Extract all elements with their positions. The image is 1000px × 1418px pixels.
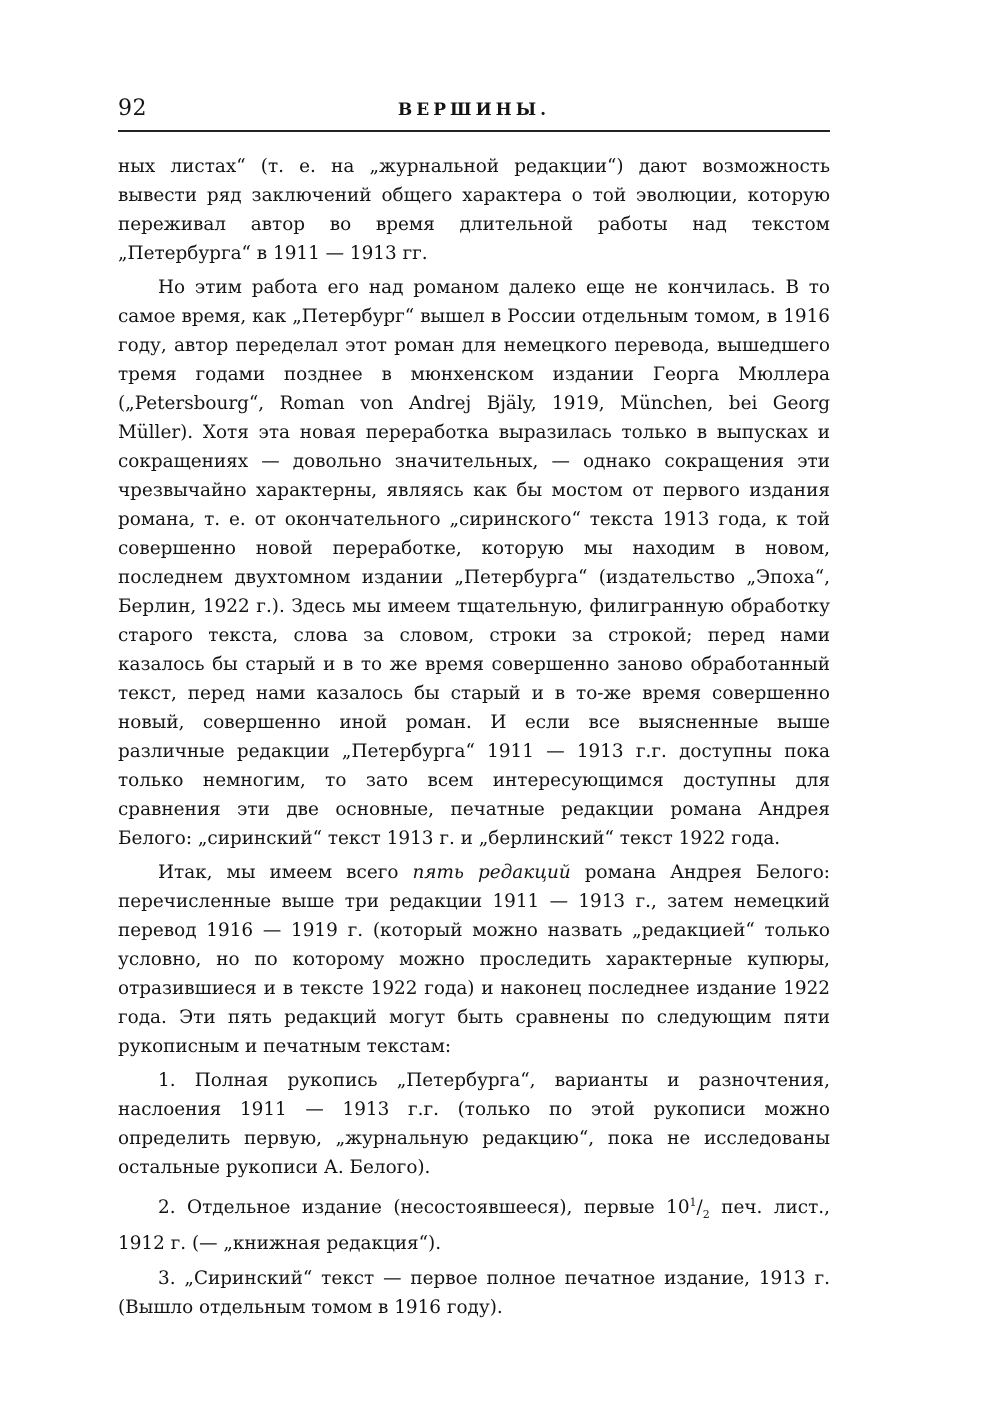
running-title: ВЕРШИНЫ. [397, 100, 551, 120]
list-item-text: 2. Отдельное издание (несостоявшееся), первые 10 [158, 1197, 690, 1219]
fraction-numerator: 1 [689, 1196, 697, 1209]
paragraph-text: Но этим работа его над романом далеко еще не кончилась. В то самое время, как „Петербург“ вышел в России отдельным томом, в 1916 году, автор переделал этот роман для немецкого перевода, вышедшего тремя годами позднее в мюнхенском издании Георга Мюллера („Petersbourg“, Roman von Andrej Bjäly, 1919, München, bei Georg Müller). Хотя эта новая переработка выразилась только в выпусках и сокращениях — довольно значительных, — однако сокращения эти чрезвычайно характерны, являясь как бы мостом от первого издания романа, т. е. от окончательного „сиринского“ текста 1913 года, к той совершенно новой переработке, которую мы находим в новом, последнем двухтомном издании „Петербурга“ (издательство „Эпоха“, Берлин, 1922 г.). Здесь мы имеем тщательную, филигранную обработку старого текста, слова за словом, строки за строкой; перед нами казалось бы старый и в то же время совершенно заново обработанный текст, перед нами казалось бы старый и в то-же время совершенно новый, совершенно иной роман. И если все выясненные выше различные редакции „Петербурга“ 1911 — 1913 г.г. доступны пока только немногим, то зато всем интересующимся доступны для сравнения эти две основные, печатные редакции романа Андрея Белого: „сиринский“ текст 1913 г. и „берлинский“ текст 1922 года. [118, 277, 830, 849]
fraction-denominator: 2 [702, 1207, 710, 1221]
list-item-text: 1. Полная рукопись „Петербурга“, варианты и разночтения, наслоения 1911 — 1913 г.г. (только по этой рукописи можно определить первую, „журнальную редакцию“, пока не исследованы остальные рукописи А. Белого). [118, 1070, 830, 1178]
list-item [118, 1066, 830, 1182]
list-item [118, 1264, 830, 1322]
list-item-text: печ. лист., 1912 г. (— „книжная редакция“). [118, 1197, 830, 1254]
paragraph-continuation [118, 152, 830, 268]
emphasized-phrase: пять редакций [412, 862, 571, 883]
paragraph-text: ных листах“ (т. е. на „журнальной редакции“) дают возможность вывести ряд заключений общего характера о той эволюции, которую переживал автор во время длительной работы над текстом „Петербурга“ в 1911 — 1913 гг. [118, 156, 830, 264]
paragraph-text: Итак, мы имеем всего [158, 862, 413, 883]
body-text [118, 152, 830, 1328]
header-rule [118, 130, 830, 132]
list-item-text: 3. „Сиринский“ текст — первое полное печатное издание, 1913 г. (Вышло отдельным томом в 1916 году). [118, 1267, 830, 1318]
page-number: 92 [118, 96, 147, 121]
running-head [118, 92, 830, 132]
fraction-slash: / [696, 1197, 703, 1219]
paragraph-second-edition [118, 273, 830, 853]
paragraph-text: романа Андрея Белого: перечисленные выше три редакции 1911 — 1913 г., затем немецкий перевод 1916 — 1919 г. (который можно назвать „редакцией“ только условно, но по которому можно проследить характерные купюры, отразившиеся и в тексте 1922 года) и наконец последнее издание 1922 года. Эти пять редакций могут быть сравнены по следующим пяти рукописным и печатным текстам: [118, 862, 830, 1057]
list-item [118, 1188, 830, 1258]
paragraph-five-editions [118, 858, 830, 1061]
